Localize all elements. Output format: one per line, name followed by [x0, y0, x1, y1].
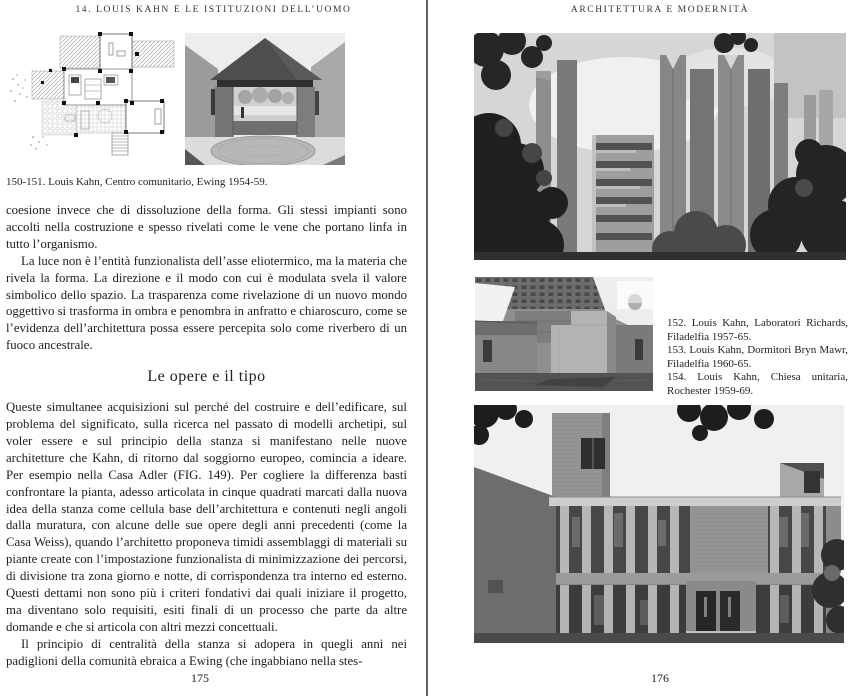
figure-152-richards-towers-photo: [474, 33, 846, 260]
figure-caption-153: 153. Louis Kahn, Dormitori Bryn Mawr, Filadelfia 1960-65.: [667, 344, 848, 370]
running-head-left: 14. LOUIS KAHN E LE ISTITUZIONI DELL’UOMO: [75, 5, 352, 15]
paragraph: Queste simultanee acquisizioni sul perché del costruire e dell’edificare, sul problema del significato, sulla ricerca nel passato di modelli archetipi, sul voler essere e sul principio della stanza si manifestano nelle nuove architetture che Kahn, di ritorno dal soggiorno europeo, comincia a ideare. Per esempio nella Casa Adler (FIG. 149). Per cogliere la differenza basti confrontare la pianta, adesso articolata in cinque quadrati marcati dalla nuova idea della stanza come cellula base dell’architettura e contenuti negli angoli dalla muratura, con alcune delle sue opere degli anni precedenti (come la Casa Weiss), quando l’architetto proponeva timidi assemblaggi di materiali su piante create con l’impostazione funzionalista di minimizzazione dei percorsi, di divisione tra zona giorno e notte, di corrispondenza tra interno ed esterno. Questi dettami non sono più i criteri fondativi dai quali iniziare il progetto, ma diventano solo requisiti, esiti finali di un processo che parte da altre domande e che si articola con altri mezzi concettuali.: [6, 400, 407, 634]
running-head-right: ARCHITETTURA E MODERNITÀ: [570, 5, 750, 15]
figure-154-brick-facade-photo: [474, 405, 844, 643]
figure-captions-152-154: [667, 317, 848, 398]
figure-150-floor-plan: [5, 31, 175, 165]
paragraph: Il principio di centralità della stanza si adopera in quegli anni nei padiglioni della comunità ebraica a Ewing (che ingabbiano nella stes-: [6, 636, 407, 668]
page-number-175: 175: [191, 671, 209, 685]
paragraph: La luce non è l’entità funzionalista dell’asse eliotermico, ma la materia che rivela la forma. La direzione e il modo con cui è modulata svela il valore simbolico dello spazio. La trasparenza come rivelazione di un nuovo mondo oggettivo si trasforma in ombra e penombra in anfratto e chiaroscuro, come se l’evidenza dell’architettura possa essere percepita solo come riverbero di un fuoco ancestrale.: [6, 253, 407, 353]
figure-151-pavilion-photo: [185, 33, 345, 165]
page-number-176: 176: [651, 671, 669, 685]
figure-caption-154: 154. Louis Kahn, Chiesa unitaria, Rochester 1959-69.: [667, 371, 848, 397]
figure-caption-152: 152. Louis Kahn, Laboratori Richards, Filadelfia 1957-65.: [667, 317, 848, 343]
page-gutter-rule: [426, 0, 428, 696]
figure-153-interior-photo: [475, 277, 653, 391]
section-heading: Le opere e il tipo: [147, 368, 266, 386]
paragraph: coesione invece che di dissoluzione della forma. Gli stessi impianti sono accolti nella costruzione e spesso rivelati come le vene che portano linfa in tutto l’organismo.: [6, 203, 407, 251]
body-text-left: [6, 202, 407, 670]
figure-caption-150-151: 150-151. Louis Kahn, Centro comunitario, Ewing 1954-59.: [6, 176, 268, 188]
